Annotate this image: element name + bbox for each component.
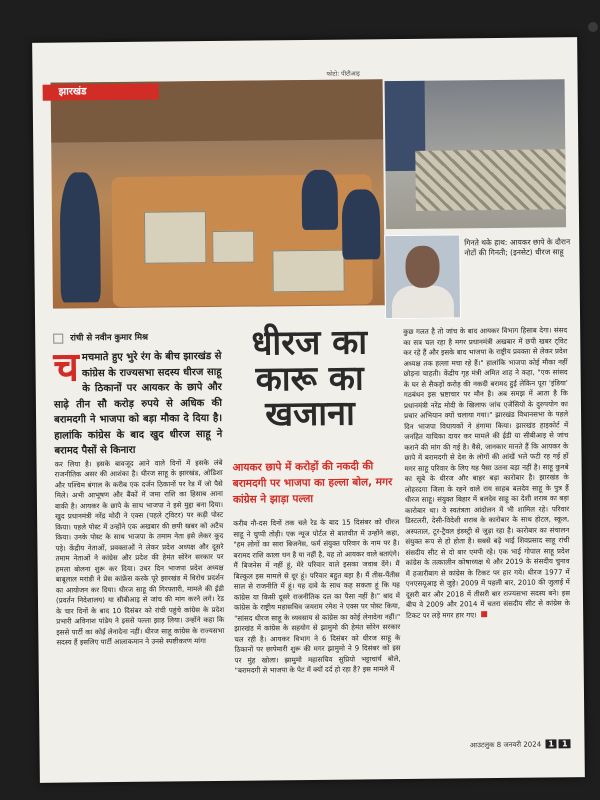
section-tag: झारखंड bbox=[43, 84, 159, 101]
story-end-mark bbox=[481, 611, 487, 617]
person-figure bbox=[342, 189, 381, 259]
article-column-1 bbox=[53, 344, 225, 648]
subheadline: आयकर छापे में करोड़ों की नकदी की बरामदगी पर भाजपा का हल्ला बोल, मगर कांग्रेस ने झाड़ा पल्ला bbox=[232, 460, 393, 506]
photo-caption bbox=[464, 237, 572, 258]
portrait-body bbox=[392, 285, 454, 319]
column-1-text: कर लिया है। इसके बावजूद आने वाले दिनों में इसके लंबे राजनीतिक असर की आशंका है। धीरज साहू के झारखंड, ओडिशा और पश्चिम बंगाल के करीब एक दर्जन ठिकानों पर रेड में जो पैसे मिले। अभी आभूषण और बैंकों में जमा राशि का हिसाब आना बाकी है। आयकर के छापे के साथ भाजपा ने इसे मुद्दा बना दिया। खुद प्रधानमंत्री नरेंद्र मोदी ने एक्स (पहले ट्विटर) पर कड़ी पोस्ट किया। पहले पोस्ट में उन्होंने एक अखबार की छपी खबर को अटैच किया। उनके पोस्ट के साथ भाजपा के तमाम नेता इसे लेकर कूद पड़े। केंद्रीय नेताओं, प्रवक्ताओं ने लेकर प्रदेश अध्यक्ष और दूसरे तमाम नेताओं ने कांग्रेस और प्रदेश की हेमंत सोरेन सरकार पर हमला बोलना शुरू कर दिया। उधर दिन भाजपा प्रदेश अध्यक्ष बाबूलाल मरांडी ने प्रेस कांफ्रेंस करके पूरे झारखंड में विरोध प्रदर्शन का आयोजन कर दिया। धीरज साहू की गिरफ्तारी, मामले की ईडी (प्रवर्तन निदेशालय) या सीबीआइ से जांच की मांग करने लगे। रेड के चार दिनों के बाद 10 दिसंबर को रांची पहुंचे कांग्रेस के प्रदेश प्रभारी अविनाश पांडेय ने इससे पल्ला झाड़ लिया। उन्होंने कहा कि इससे पार्टी का कोई लेनादेना नहीं। धीरज साहू कांग्रेस के राज्यसभा सदस्य हैं इसलिए पार्टी आलाकमान ने उनसे स्पष्टीकरण मांगा bbox=[54, 458, 225, 647]
portrait-head bbox=[405, 246, 439, 288]
caption-text: गिनते थके हाथ: आयकर छापे के दौरान नोटों की गिनती; (इनसेट) धीरज साहू bbox=[464, 237, 571, 258]
headline bbox=[225, 322, 394, 435]
article-column-2: करीब नौ-दस दिनों तक चले रेड के बाद 15 दिसंबर को धीरज साहू ने चुप्पी तोड़ी। एक न्यूज पोर्टल से बातचीत में उन्होंने कहा, "हम लोगों का सारा बिजनेस, फर्म संयुक्त परिवार के नाम पर है। बरामद राशि काला धन है या नहीं है, यह तो आयकर वाले बताएंगे। मैं बिजनेस में नहीं हूं, मेरे परिवार वाले इसका जवाब देंगे। मैं बिल्कुल इस मामले से दूर हूं। परिवार बहुत बड़ा है। मैं तीस-पैंतीस साल से राजनीति में हूं। यह दावे के साथ कह सकता हूं कि यह कांग्रेस या किसी दूसरे राजनीतिक दल का पैसा नहीं है।" बाद में कांग्रेस के राष्ट्रीय महासचिव जयराम रमेश ने एक्स पर पोस्ट किया, "सांसद धीरज साहू के व्यवसाय से कांग्रेस का कोई लेनादेना नहीं।" झारखंड में कांग्रेस के सहयोग से झामुमो की हेमंत सोरेन सरकार चल रही है। आयकर विभाग ने 6 दिसंबर को धीरज साहू के ठिकानों पर छापेमारी शुरू की मगर झामुमो ने 9 दिसंबर को इस पर मुंह खोला। झामुमो महासचिव सुप्रियो भट्टाचार्य बोले, "बरामदगी से भाजपा के पेट में क्यों दर्द हो रहा है? इस मामले में bbox=[233, 518, 401, 675]
cash-counting-photo bbox=[51, 79, 385, 308]
cash-stack bbox=[272, 250, 344, 293]
person-figure bbox=[301, 170, 338, 230]
page-footer bbox=[470, 739, 571, 750]
headline-line: खजाना bbox=[265, 393, 356, 435]
byline-text: रांची से नवीन कुमार मिश्र bbox=[70, 332, 149, 344]
headline-line: कारू का bbox=[255, 358, 364, 400]
byline bbox=[53, 332, 148, 344]
photo-credit: फोटो: पीटीआइ bbox=[326, 70, 360, 78]
article-column-3 bbox=[403, 325, 570, 621]
column-3-text: कुछ गलत है तो जांच के बाद आयकर विभाग हिसाब देगा। संसद का सत्र चल रहा है मगर प्रधानमंत्री अखबार में छपी खबर ट्विट कर रहे हैं और इसके बाद भाजपा के राष्ट्रीय प्रवक्ता से लेकर प्रदेश अध्यक्ष तक हल्ला मचा रहे हैं।" हालांकि भाजपा कोई मौका नहीं छोड़ना चाहती। केंद्रीय गृह मंत्री अमित शाह ने कहा, "एक सांसद के घर से सैकड़ों करोड़ की नकदी बरामद हुई लेकिन पूरा 'इंडिया' गठबंधन इस भ्रष्टाचार पर मौन है। अब समझ में आता है कि प्रधानमंत्री नरेंद्र मोदी के खिलाफ जांच एजेंसियों के दुरुपयोग का प्रचार अभियान क्यों चलाया गया।" झारखंड विधानसभा के पहले दिन भाजपा विधायकों ने हंगामा किया। झारखंड हाइकोर्ट में जनहित याचिका दायर कर मामले की ईडी या सीबीआइ से जांच कराने की मांग की गई है। वैसे, जानकार मानते हैं कि आयकर के छापे में बरामदगी से देश के लोगों की आंखें भले फटी रह गई हों मगर साहू परिवार के लिए यह पैसा उतना बड़ा नहीं है। साहू कुनबे का सूबे के धीरज और बाहर बड़ा कारोबार है। झारखंड के लोहरदगा जिला के रहने वाले राय साहब बलदेव साहू के पुत्र हैं धीरज साहू। संयुक्त बिहार में बलदेव साहू का देशी शराब का बड़ा कारोबार था। वे स्वतंत्रता आंदोलन में भी शामिल रहे। परिवार डिस्टलरी, देसी-विदेशी शराब के कारोबार के साथ होटल, स्कूल, अस्पताल, टूर-ट्रैवल इंडस्ट्री से जुड़ा रहा है। कारोबार का संचालन संयुक्त रूप से हो होता है। सबसे बड़े भाई शिवप्रसाद साहू रांची संसदीय सीट से दो बार एमपी रहे। एक भाई गोपाल साहू प्रदेश कांग्रेस के तत्कालीन कोषाध्यक्ष थे और 2019 के संसदीय चुनाव में हजारीबाग से कांग्रेस के टिकट पर हार गये। धीरज 1977 में एनएसयूआइ से जुड़े। 2009 में पहली बार, 2010 की जुलाई में दूसरी बार और 2018 में तीसरी बार राज्यसभा सदस्य बने। इस बीच वे 2009 और 2014 में चतरा संसदीय सीट से कांग्रेस के टिकट पर लड़े मगर हार गए। bbox=[403, 326, 571, 620]
lead-paragraph bbox=[53, 344, 223, 459]
cash-stack bbox=[212, 231, 254, 263]
lead-text: मचमाते हुए भुरे रंग के बीच झारखंड से कांग्रेस के राज्यसभा सदस्य धीरज साहू के ठिकानों पर आयकर के छापे और साढ़े तीन सौ करोड़ रुपये से अधिक की बरामदगी ने भाजपा को बड़ा मौका दे दिया है। हालांकि कांग्रेस के बाद खुद धीरज साहू ने बरामद पैसों से किनारा bbox=[53, 350, 223, 457]
footer-text: आउटलुक 8 जनवरी 2024 bbox=[469, 740, 542, 750]
inset-portrait bbox=[384, 234, 461, 319]
page-number-digit: 1 bbox=[545, 739, 557, 748]
notes-pile-photo bbox=[385, 79, 567, 229]
page-number-digit: 1 bbox=[559, 739, 571, 748]
magazine-page bbox=[32, 37, 585, 783]
background-object bbox=[588, 22, 598, 32]
byline-icon bbox=[53, 333, 63, 343]
dropcap: च bbox=[53, 344, 80, 391]
headline-line: धीरज का bbox=[251, 322, 368, 364]
notes-pile bbox=[415, 149, 566, 211]
cash-stack bbox=[144, 211, 207, 264]
person-figure bbox=[60, 172, 101, 302]
